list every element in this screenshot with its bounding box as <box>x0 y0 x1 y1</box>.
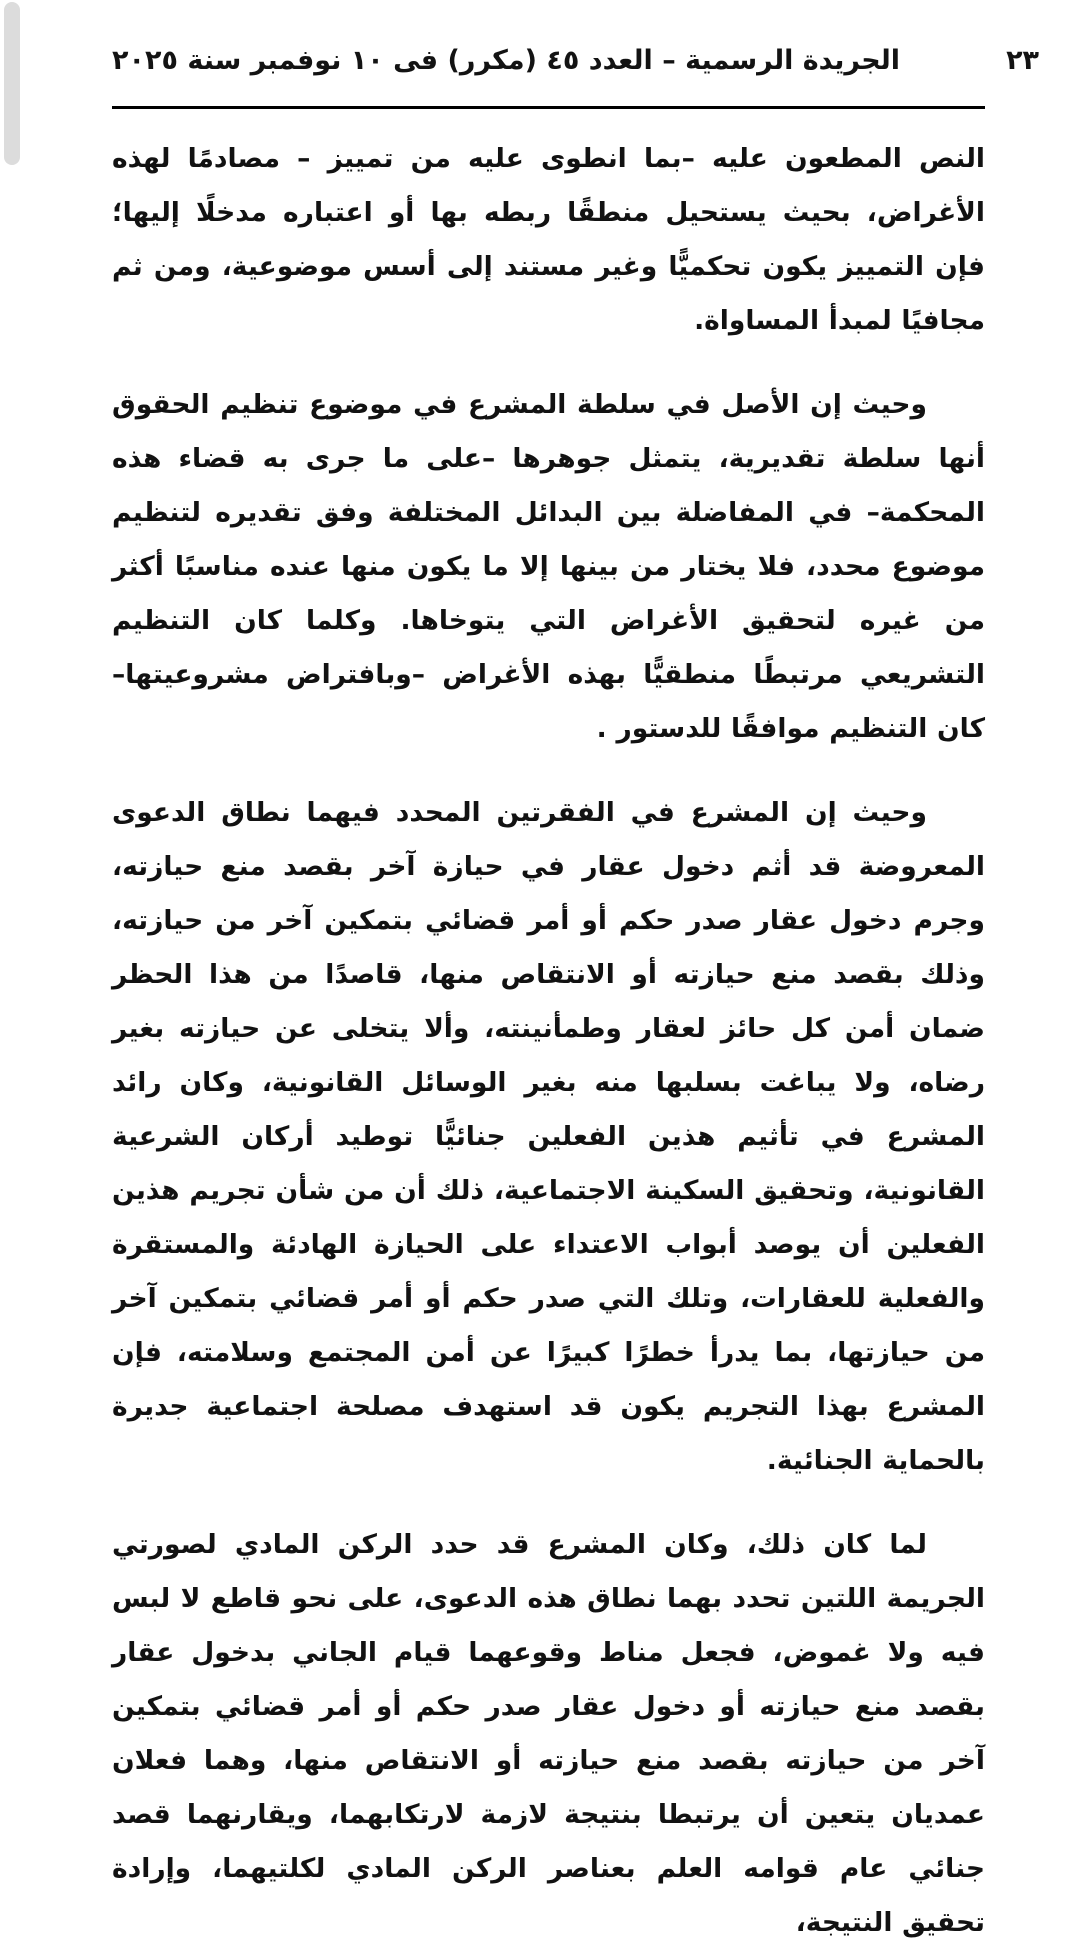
scrollbar-thumb[interactable] <box>4 2 20 165</box>
paragraph: النص المطعون عليه –بما انطوى عليه من تمييز – مصادمًا لهذه الأغراض، بحيث يستحيل منطقًا ربطه بها أو اعتباره مدخلًا إليها؛ فإن التمييز يكون تحكميًّا وغير مستند إلى أسس موضوعية، ومن ثم مجافيًا لمبدأ المساواة. <box>112 143 985 336</box>
paragraph: وحيث إن المشرع في الفقرتين المحدد فيهما نطاق الدعوى المعروضة قد أثم دخول عقار في حيازة آخر بقصد منع حيازته، وجرم دخول عقار صدر حكم أو أمر قضائي بتمكين آخر من حيازته، وذلك بقصد منع حيازته أو الانتقاص منها، قاصدًا من هذا الحظر ضمان أمن كل حائز لعقار وطمأنينته، وألا يتخلى عن حيازته بغير رضاه، ولا يباغت بسلبها منه بغير الوسائل القانونية، وكان رائد المشرع في تأثيم هذين الفعلين جنائيًّا توطيد أركان الشرعية القانونية، وتحقيق السكينة الاجتماعية، ذلك أن من شأن تجريم هذين الفعلين أن يوصد أبواب الاعتداء على الحيازة الهادئة والمستقرة والفعلية للعقارات، وتلك التي صدر حكم أو أمر قضائي بتمكين آخر من حيازتها، بما يدرأ خطرًا كبيرًا عن أمن المجتمع وسلامته، فإن المشرع بهذا التجريم يكون قد استهدف مصلحة اجتماعية جديرة بالحماية الجنائية. <box>112 797 985 1476</box>
document-body <box>112 132 985 1950</box>
gazette-header-title: الجريدة الرسمية – العدد ٤٥ (مكرر) فى ١٠ نوفمبر سنة ٢٠٢٥ <box>112 45 901 76</box>
header-divider-rule <box>112 106 985 109</box>
page-number: ٢٣ <box>1006 45 1040 76</box>
paragraph: لما كان ذلك، وكان المشرع قد حدد الركن المادي لصورتي الجريمة اللتين تحدد بهما نطاق هذه الدعوى، على نحو قاطع لا لبس فيه ولا غموض، فجعل مناط وقوعهما قيام الجاني بدخول عقار بقصد منع حيازته أو دخول عقار صدر حكم أو أمر قضائي بتمكين آخر من حيازته بقصد منع حيازته أو الانتقاص منها، وهما فعلان عمديان يتعين أن يرتبطا بنتيجة لازمة لارتكابهما، ويقارنهما قصد جنائي عام قوامه العلم بعناصر الركن المادي لكلتيهما، وإرادة تحقيق النتيجة، <box>112 1529 985 1938</box>
vertical-scrollbar[interactable] <box>0 0 22 1471</box>
page-header <box>112 44 1040 92</box>
paragraph: وحيث إن الأصل في سلطة المشرع في موضوع تنظيم الحقوق أنها سلطة تقديرية، يتمثل جوهرها –على ما جرى به قضاء هذه المحكمة– في المفاضلة بين البدائل المختلفة وفق تقديره لتنظيم موضوع محدد، فلا يختار من بينها إلا ما يكون منها عنده مناسبًا أكثر من غيره لتحقيق الأغراض التي يتوخاها. وكلما كان التنظيم التشريعي مرتبطًا منطقيًّا بهذه الأغراض –وبافتراض مشروعيتها– كان التنظيم موافقًا للدستور . <box>112 389 985 744</box>
